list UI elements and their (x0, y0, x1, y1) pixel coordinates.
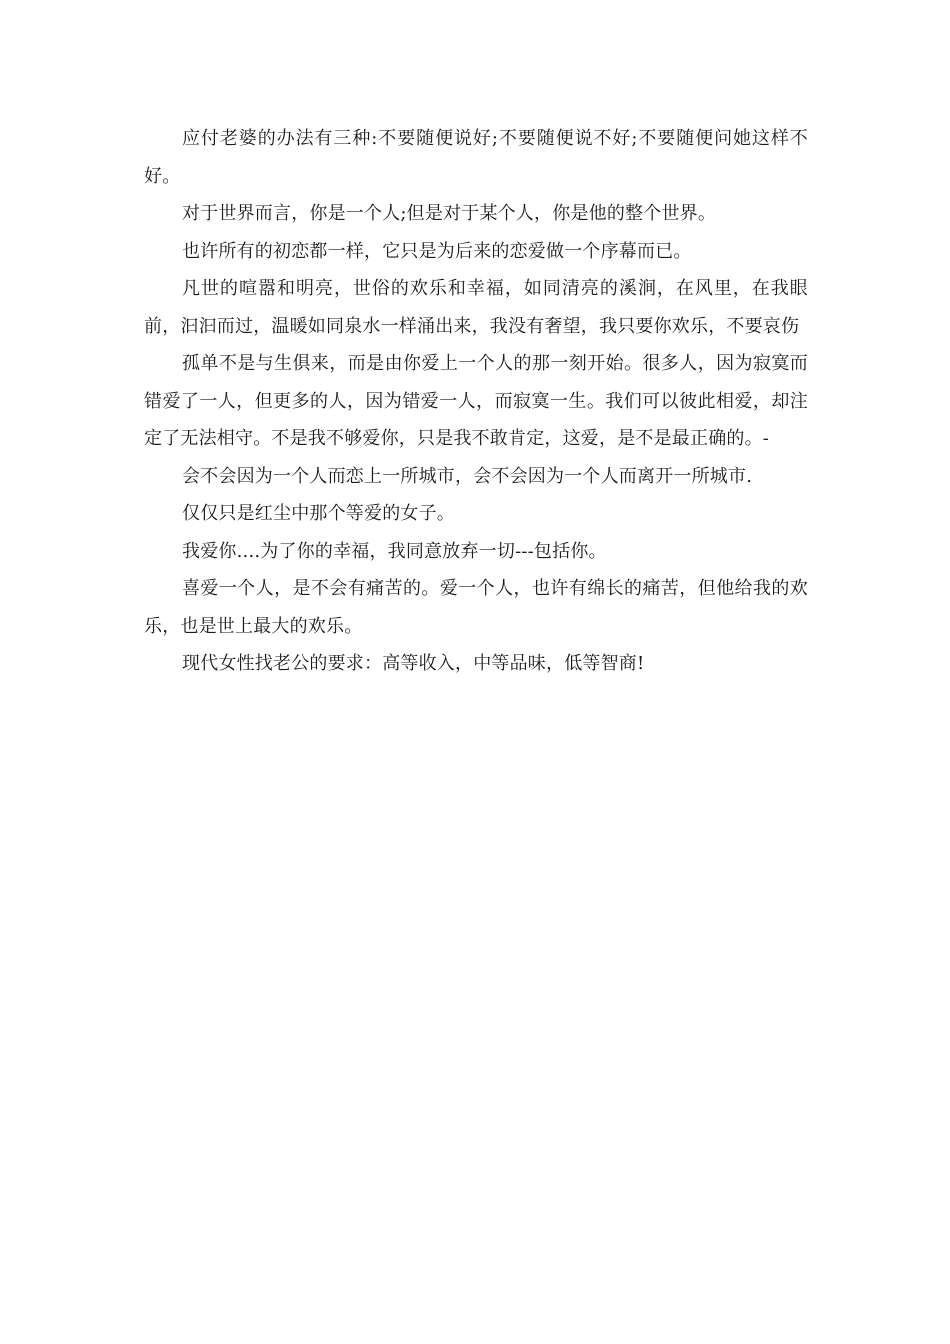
paragraph-3: 也许所有的初恋都一样，它只是为后来的恋爱做一个序幕而已。 (182, 240, 692, 262)
paragraph-5: 孤单不是与生俱来，而是由你爱上一个人的那一刻开始。很多人，因为寂寞而错爱了一人，但更多的人，因为错爱一人，而寂寞一生。我们可以彼此相爱，却注定了无法相守。不是我不够爱你，只是我不敢肯定，这爱，是不是最正确的。- (144, 353, 808, 449)
paragraph-7: 仅仅只是红尘中那个等爱的女子。 (182, 503, 455, 524)
paragraph-8: 我爱你....为了你的幸福，我同意放弃一切---包括你。 (182, 540, 607, 562)
paragraph-2: 对于世界而言，你是一个人;但是对于某个人，你是他的整个世界。 (182, 203, 717, 224)
paragraph-4: 凡世的喧嚣和明亮，世俗的欢乐和幸福，如同清亮的溪涧，在风里，在我眼前，汩汩而过，温暖如同泉水一样涌出来，我没有奢望，我只要你欢乐，不要哀伤 (144, 278, 808, 337)
paragraph-6: 会不会因为一个人而恋上一所城市，会不会因为一个人而离开一所城市. (182, 465, 753, 487)
paragraph-1: 应付老婆的办法有三种:不要随便说好;不要随便说不好;不要随便问她这样不好。 (144, 128, 808, 187)
document-page (144, 120, 808, 683)
paragraph-9: 喜爱一个人，是不会有痛苦的。爱一个人，也许有绵长的痛苦，但他给我的欢乐，也是世上最大的欢乐。 (144, 578, 808, 637)
paragraph-10: 现代女性找老公的要求：高等收入，中等品味，低等智商! (182, 653, 645, 674)
